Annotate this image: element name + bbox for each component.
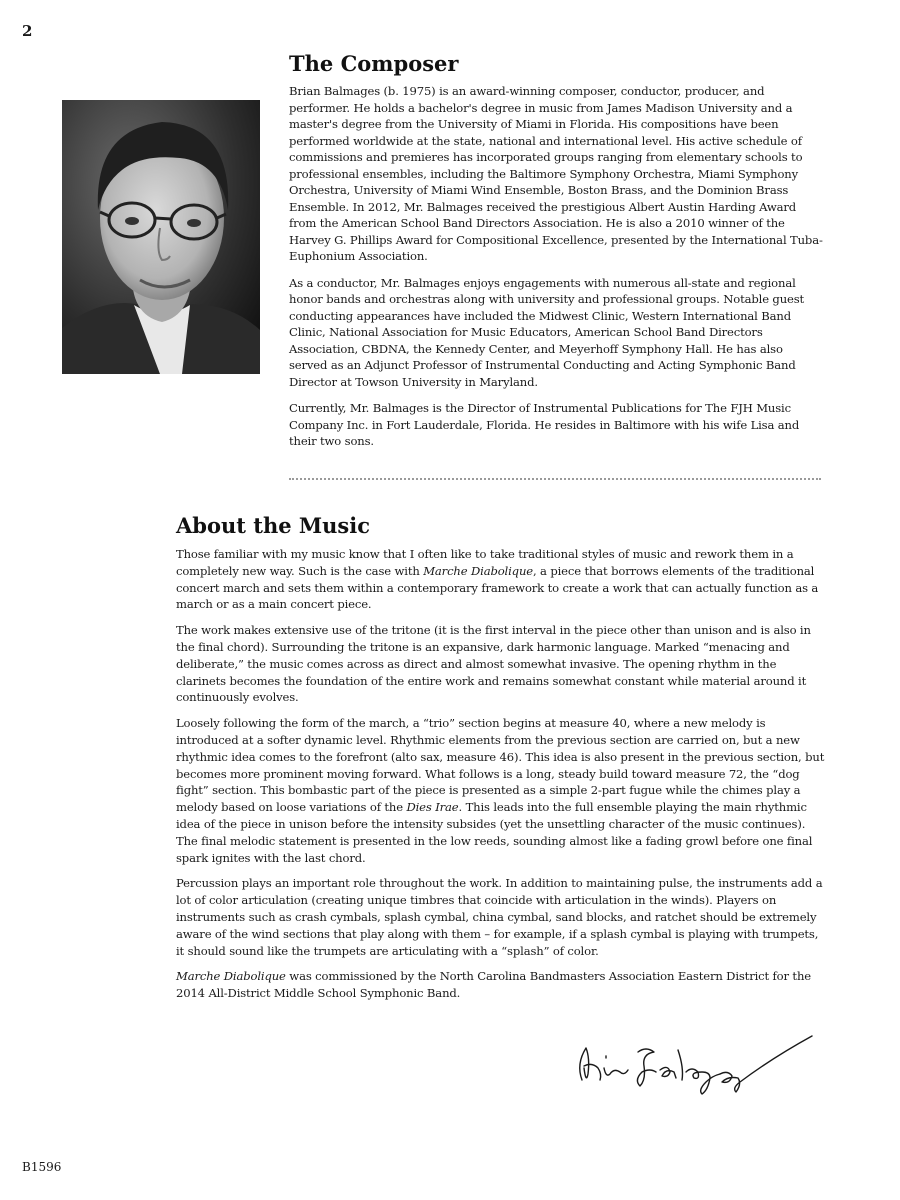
text-run: . This leads into the full ensemble playing the main rhythmic idea of the piece in unison before the intensity subsides (yet the unsettling character of the music continues). The final melodic statement is presented in the low reeds, sounding almost like a fading growl before one final spark ignites with the last chord. <box>176 800 813 865</box>
composer-paragraph: As a conductor, Mr. Balmages enjoys engagements with numerous all-state and regional honor bands and orchestras along with university and professional groups. Notable guest conducting appearances have included the Midwest Clinic, Western International Band Clinic, National Association for Music Educators, American School Band Directors Association, CBDNA, the Kennedy Center, and Meyerhoff Symphony Hall. He has also served as an Adjunct Professor of Instrumental Conducting and Acting Symphonic Band Director at Towson University in Maryland. <box>289 275 805 389</box>
about-music-section <box>176 514 826 1011</box>
composer-paragraph: Currently, Mr. Balmages is the Director of Instrumental Publications for The FJH Music Company Inc. in Fort Lauderdale, Florida. He resides in Baltimore with his wife Lisa and their two sons. <box>289 401 800 448</box>
work-title: Marche Diabolique <box>176 969 286 984</box>
composer-signature <box>572 1028 822 1098</box>
music-paragraph: The work makes extensive use of the tritone (it is the first interval in the piece other than unison and is also in the final chord). Surrounding the tritone is an expansive, dark harmonic language. Marked “menacing and deliberate,” the music comes across as direct and almost somewhat invasive. The opening rhythm in the clarinets becomes the foundation of the entire work and remains somewhat constant while material around it continuously evolves. <box>176 623 811 705</box>
page-number: 2 <box>22 22 33 40</box>
music-paragraph <box>176 715 826 866</box>
work-title: Marche Diabolique <box>423 563 533 578</box>
composer-section <box>289 52 824 460</box>
music-paragraph: Percussion plays an important role throughout the work. In addition to maintaining pulse, the instruments add a lot of color articulation (creating unique timbres that coincide with articulation in the winds). Players on instruments such as crash cymbals, splash cymbal, china cymbal, sand blocks, and ratchet should be extremely aware of the wind sections that play along with them – for example, if a splash cymbal is playing with trumpets, it should sound like the trumpets are articulating with a “splash” of color. <box>176 876 823 958</box>
portrait-image <box>62 100 260 374</box>
text-run: Loosely following the form of the march, a “trio” section begins at measure 40, where a new melody is introduced at a softer dynamic level. Rhythmic elements from the previous section are carried on, but a new rhythmic idea comes to the forefront (alto sax, measure 46). This idea is also present in the previous section, but becomes more prominent moving forward. What follows is a long, steady build toward measure 72, the “dog fight” section. This bombastic part of the piece is presented as a simple 2-part fugue while the chimes play a melody based on loose variations of the <box>176 716 825 815</box>
text-run: was commissioned by the North Carolina Bandmasters Association Eastern District for the 2014 All-District Middle School Symphonic Band. <box>176 969 811 1001</box>
music-paragraph <box>176 546 826 613</box>
text-run: Those familiar with my music know that I often like to take traditional styles of music and rework them in a completely new way. Such is the case with <box>176 547 794 578</box>
signature-image <box>572 1028 822 1098</box>
text-run: , a piece that borrows elements of the traditional concert march and sets them within a contemporary framework to create a work that can actually function as a march or as a main concert piece. <box>176 563 819 612</box>
chant-title: Dies Irae <box>406 800 459 815</box>
music-heading: About the Music <box>176 513 371 538</box>
publication-code: B1596 <box>22 1160 62 1174</box>
composer-heading: The Composer <box>289 51 459 76</box>
music-paragraph <box>176 968 826 1002</box>
composer-paragraph: Brian Balmages (b. 1975) is an award-winning composer, conductor, producer, and performer. He holds a bachelor's degree in music from James Madison University and a master's degree from the University of Miami in Florida. His compositions have been performed worldwide at the state, national and international level. His active schedule of commissions and premieres has incorporated groups ranging from elementary schools to professional ensembles, including the Baltimore Symphony Orchestra, Miami Symphony Orchestra, University of Miami Wind Ensemble, Boston Brass, and the Dominion Brass Ensemble. In 2012, Mr. Balmages received the prestigious Albert Austin Harding Award from the American School Band Directors Association. He is also a 2010 winner of the Harvey G. Phillips Award for Compositional Excellence, presented by the International Tuba-Euphonium Association. <box>289 84 823 263</box>
dotted-divider <box>289 478 821 480</box>
composer-photo <box>62 100 260 374</box>
